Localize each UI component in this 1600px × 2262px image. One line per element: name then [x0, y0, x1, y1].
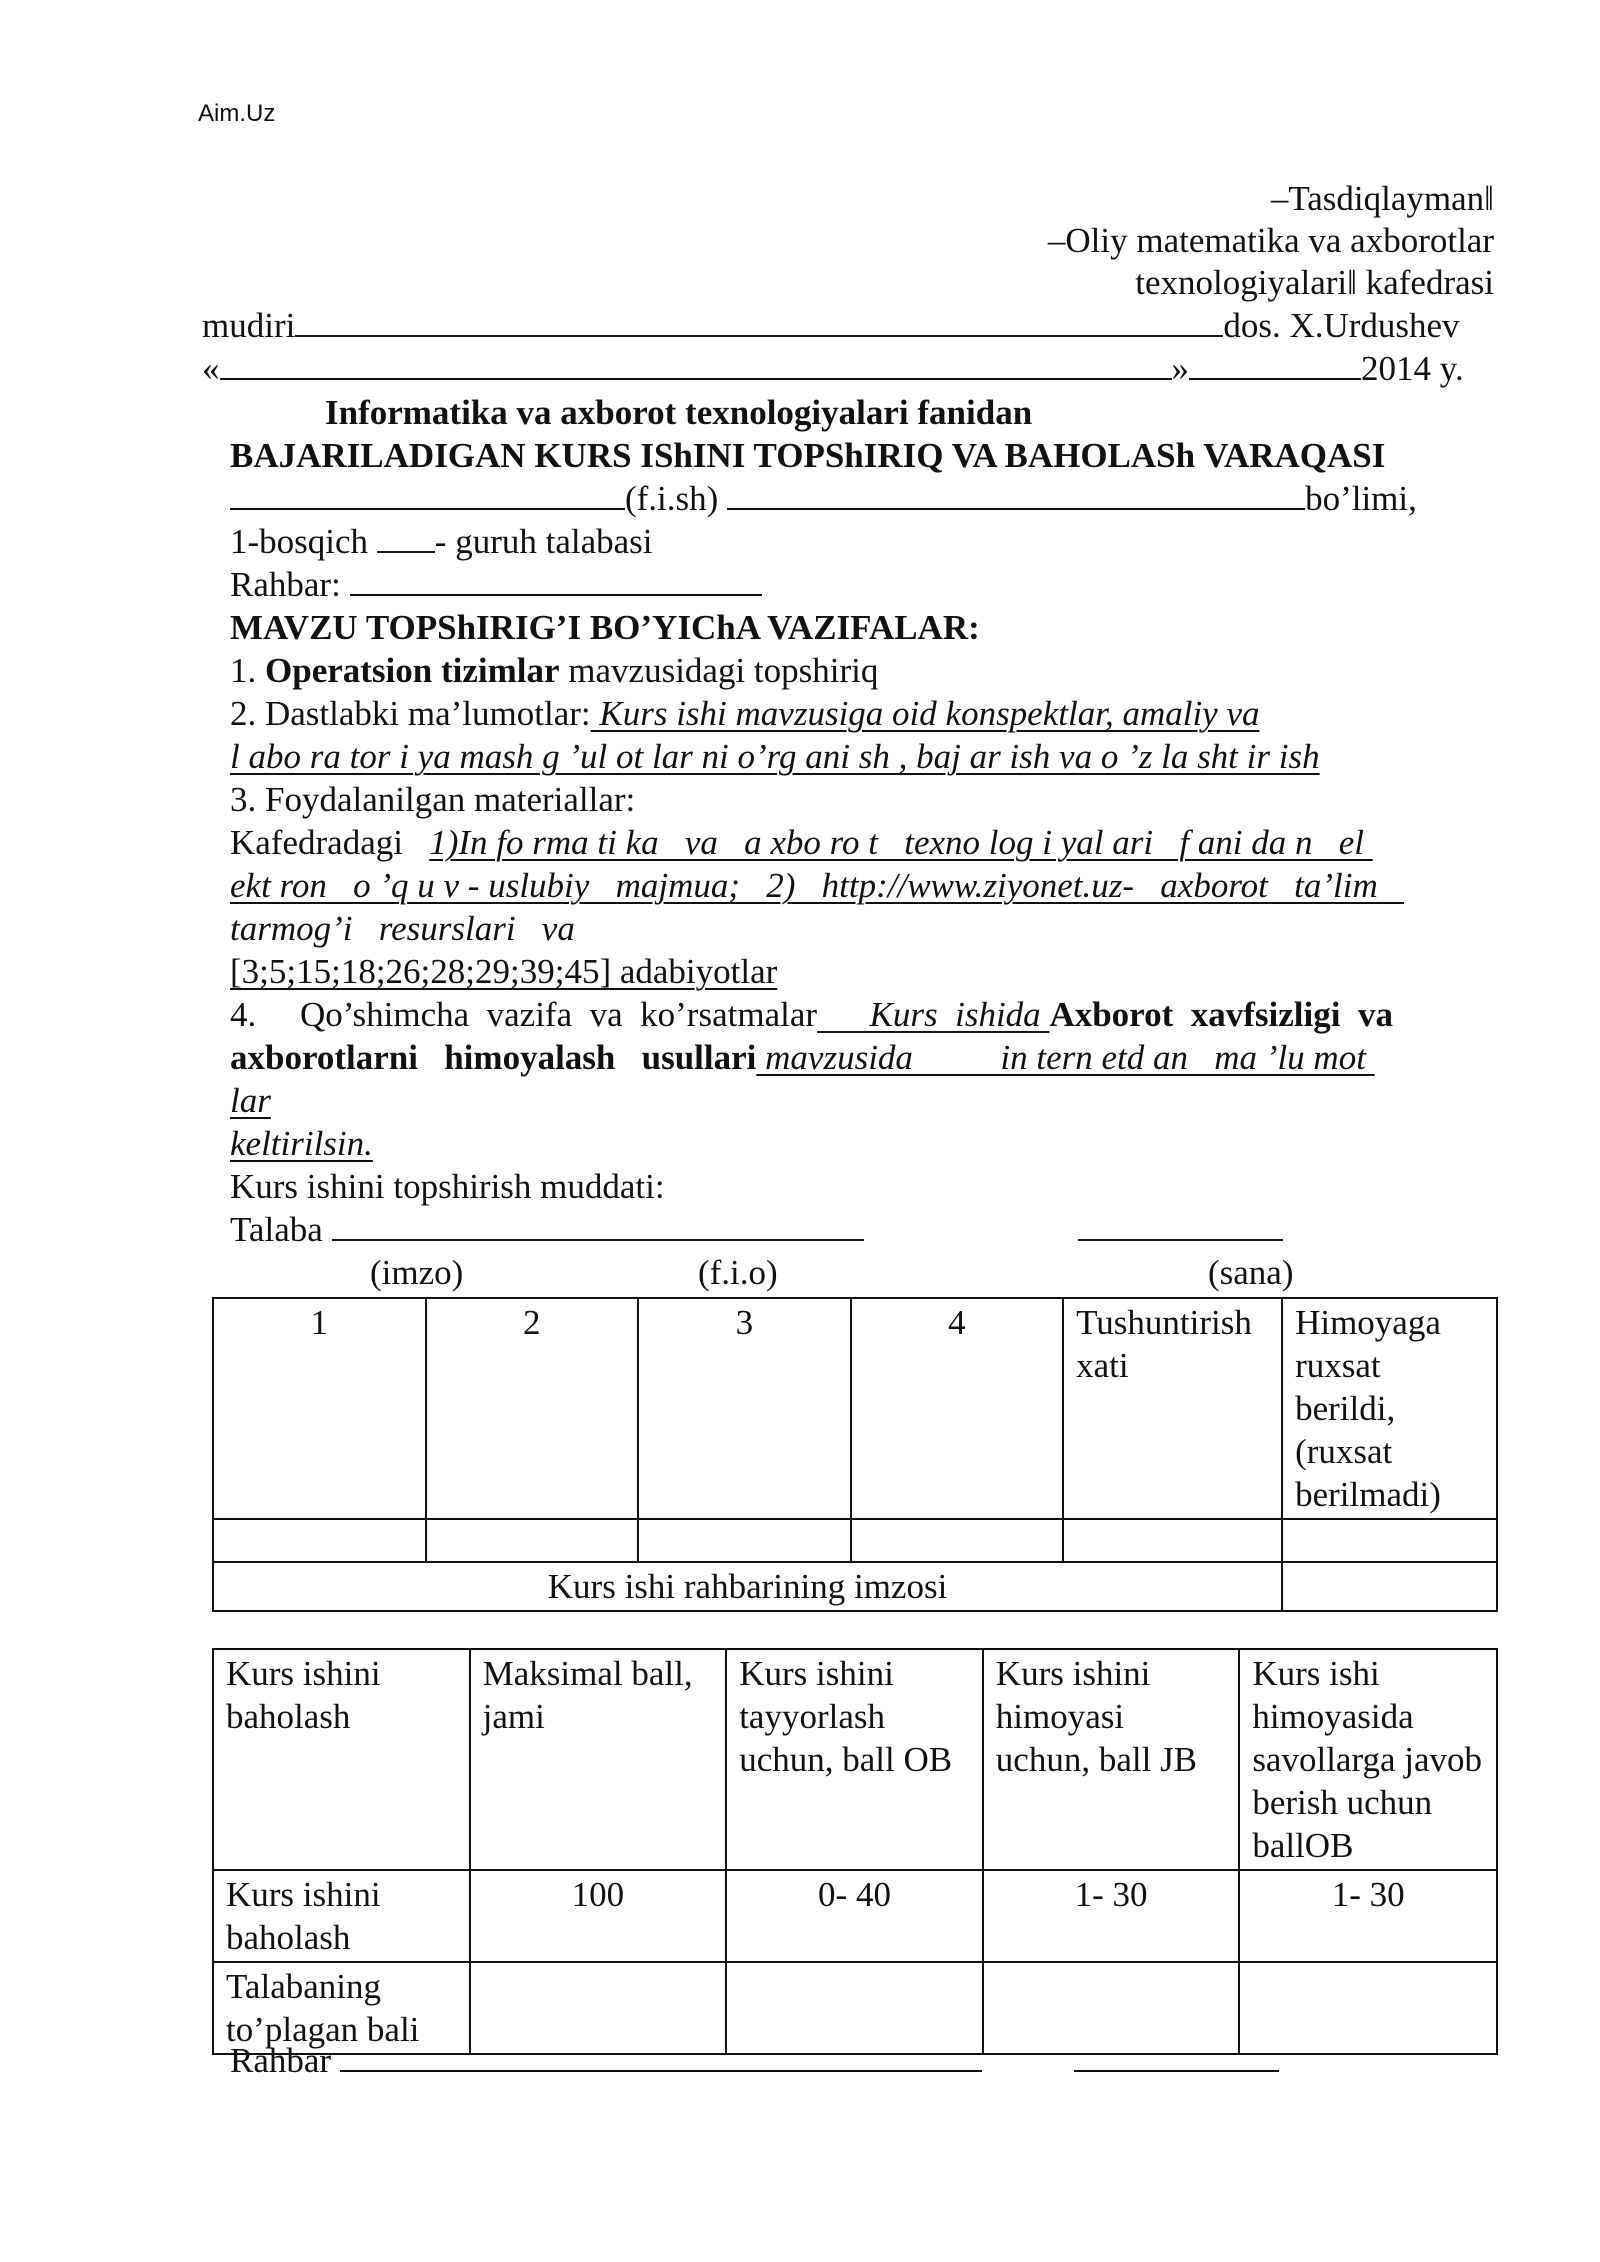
- grading-row-label: Talabaning to’plagan bali: [213, 1962, 470, 2054]
- site-header: Aim.Uz: [198, 100, 276, 127]
- review-col-3: 3: [638, 1298, 851, 1519]
- student-date-blank: [1078, 1209, 1283, 1241]
- review-col-explanation: Tushuntirish xati: [1063, 1298, 1282, 1519]
- task-4-line-2: axborotlarni himoyalash usullari mavzusida in tern etd an ma ’lu mot: [230, 1038, 1375, 1077]
- task-3-value-3: tarmog’i resurslari va: [230, 909, 575, 948]
- student-sign-blank: [332, 1209, 864, 1241]
- approval-line-1: –Tasdiqlayman‖: [1270, 179, 1494, 218]
- head-name: dos. X.Urdushev: [1223, 306, 1460, 345]
- grading-cell: 0- 40: [726, 1870, 983, 1962]
- review-cell: [1063, 1519, 1282, 1562]
- leader-line: [230, 564, 762, 606]
- grading-table-header: [213, 1649, 1497, 1870]
- quote-open: «: [202, 349, 220, 388]
- student-fish-line: [230, 478, 1417, 520]
- review-cell: [213, 1519, 426, 1562]
- task-3-value-2: ekt ron o ’q u v - uslubiy majmua; 2) http://www.ziyonet.uz- axborot ta’lim: [230, 866, 1404, 905]
- grading-cell: 100: [470, 1870, 727, 1962]
- date-blank: [220, 348, 1172, 380]
- task-3-value-4: [3;5;15;18;26;28;29;39;45] adabiyotlar: [230, 952, 778, 991]
- sig-fio-caption: (f.i.o): [698, 1253, 778, 1292]
- mudiri-label: mudiri: [202, 306, 296, 345]
- title-line-2: BAJARILADIGAN KURS IShINI TOPShIRIQ VA BAHOLASh VARAQASI: [230, 436, 1386, 475]
- grading-cell: 1- 30: [1239, 1870, 1497, 1962]
- task-3-label: 3. Foydalanilgan materiallar:: [230, 780, 636, 819]
- student-signature-line: Talaba: [230, 1209, 1283, 1251]
- approval-line-3: texnologiyalari‖ kafedrasi: [1135, 263, 1494, 302]
- review-cell: [851, 1519, 1064, 1562]
- footer-date-blank: [1074, 2040, 1279, 2072]
- leader-blank: [350, 564, 762, 596]
- tasks-heading: MAVZU TOPShIRIG’I BO’YIChA VAZIFALAR:: [230, 608, 980, 647]
- task-1: 1. Operatsion tizimlar mavzusidagi topshiriq: [230, 651, 879, 690]
- fish-label: (f.i.sh): [625, 479, 719, 518]
- task-2-value: l abo ra tor i ya mash g ’ul ot lar ni o’rg ani sh , baj ar ish va o ’z la sht ir ish: [230, 737, 1320, 776]
- review-col-4: 4: [851, 1298, 1064, 1519]
- review-table-header: [213, 1298, 1497, 1519]
- group-label: - guruh talabasi: [434, 522, 653, 561]
- leader-label: Rahbar:: [230, 565, 341, 604]
- quote-close: »: [1171, 349, 1189, 388]
- review-col-permission: Himoyaga ruxsat berildi, (ruxsat berilmadi): [1282, 1298, 1497, 1519]
- grading-table: [212, 1648, 1498, 2055]
- grading-cell: 1- 30: [983, 1870, 1240, 1962]
- approval-mudiri-line: [202, 305, 1460, 347]
- review-col-1: 1: [213, 1298, 426, 1519]
- footer-leader-blank: [340, 2040, 982, 2072]
- department-label: bo’limi,: [1305, 479, 1417, 518]
- stage-label: 1-bosqich: [230, 522, 369, 561]
- approval-line-2: –Oliy matematika va axborotlar: [1047, 221, 1494, 260]
- task-2-label: 2. Dastlabki ma’lumotlar: Kurs ishi mavzusiga oid konspektlar, amaliy va: [230, 694, 1260, 733]
- title-line-1: Informatika va axborot texnologiyalari fanidan: [325, 393, 1033, 432]
- review-cell: [1282, 1519, 1497, 1562]
- grading-col-2: Maksimal ball, jami: [470, 1649, 727, 1870]
- approval-date-line: [202, 348, 1464, 390]
- deadline-line: Kurs ishini topshirish muddati:: [230, 1167, 665, 1206]
- review-cell: [638, 1519, 851, 1562]
- student-group-line: [230, 521, 653, 563]
- task-4-line-4: keltirilsin.: [230, 1124, 373, 1163]
- grading-col-1: Kurs ishini baholash: [213, 1649, 470, 1870]
- sig-imzo-caption: (imzo): [370, 1253, 464, 1292]
- review-col-2: 2: [426, 1298, 639, 1519]
- approval-year: 2014 y.: [1361, 349, 1464, 388]
- sig-sana-caption: (sana): [1208, 1253, 1294, 1292]
- review-cell: [426, 1519, 639, 1562]
- grading-row-label: Kurs ishini baholash: [213, 1870, 470, 1962]
- fish-blank: [230, 478, 625, 510]
- review-table-row: [213, 1519, 1497, 1562]
- department-blank: [727, 478, 1305, 510]
- group-blank: [377, 521, 435, 553]
- review-table-footer: [213, 1562, 1497, 1611]
- task-3-value-1: Kafedradagi 1)In fo rma ti ka va a xbo ro t texno log i yal ari f ani da n el: [230, 823, 1373, 862]
- footer-leader-line: Rahbar: [230, 2040, 1279, 2082]
- grading-col-3: Kurs ishini tayyorlash uchun, ball OB: [726, 1649, 983, 1870]
- review-table: [212, 1297, 1498, 1612]
- task-4-line-1: 4. Qo’shimcha vazifa va ko’rsatmalar Kurs ishida Axborot xavfsizligi va: [230, 995, 1393, 1034]
- review-cell: [1282, 1562, 1497, 1611]
- task-4-line-3: lar: [230, 1081, 271, 1120]
- leader-signature-caption: Kurs ishi rahbarining imzosi: [213, 1562, 1282, 1611]
- mudiri-signature-blank: [295, 305, 1223, 337]
- grading-row-max: [213, 1870, 1497, 1962]
- month-blank: [1189, 348, 1361, 380]
- grading-col-5: Kurs ishi himoyasida savollarga javob berish uchun ballOB: [1239, 1649, 1497, 1870]
- grading-col-4: Kurs ishini himoyasi uchun, ball JB: [983, 1649, 1240, 1870]
